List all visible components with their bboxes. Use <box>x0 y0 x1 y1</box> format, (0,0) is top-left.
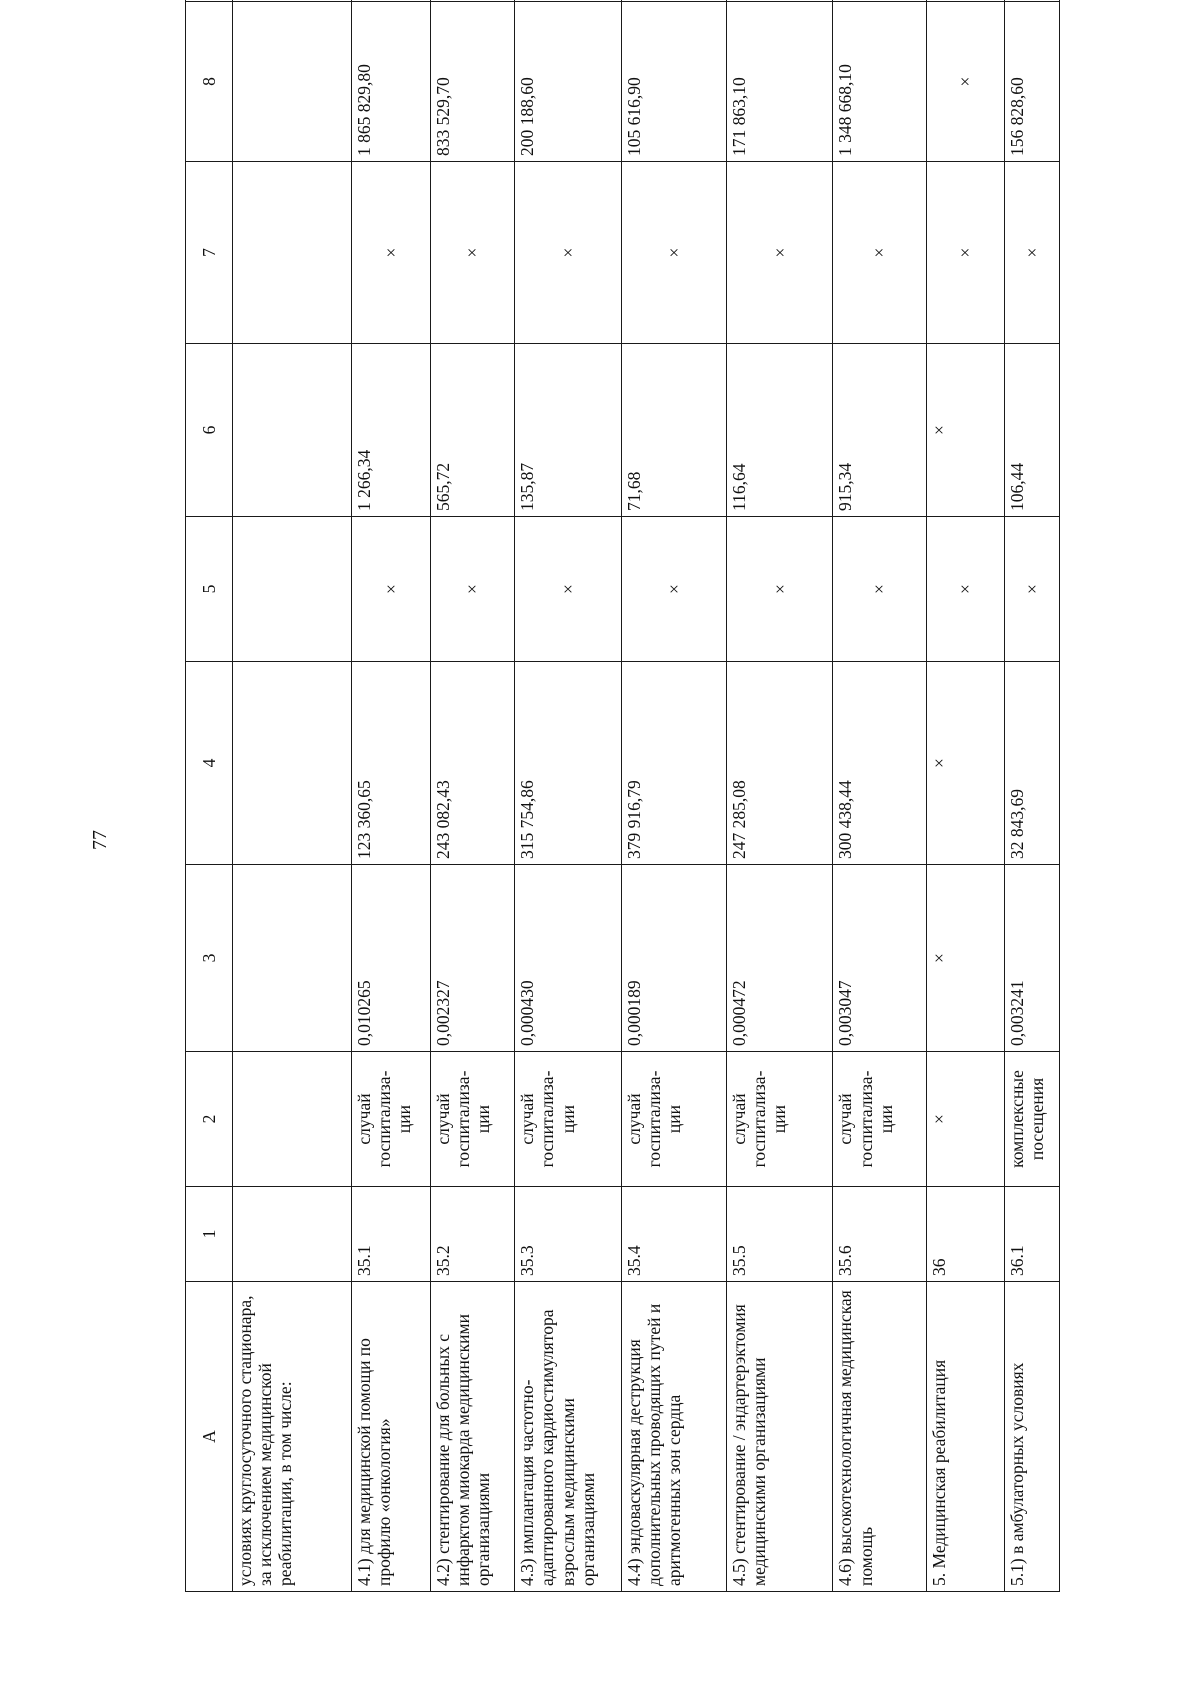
cell-col7 <box>233 162 352 344</box>
cell-col4 <box>233 662 352 865</box>
cell-col3: 0,003047 <box>833 865 926 1052</box>
cell-col4: 247 285,08 <box>726 662 832 865</box>
cell-col4: 379 916,79 <box>621 662 726 865</box>
cell-col5: × <box>1005 517 1060 662</box>
header-cell: 3 <box>186 865 233 1052</box>
table-row <box>515 0 621 1592</box>
cell-col3: 0,000472 <box>726 865 832 1052</box>
cell-col4: × <box>926 662 1005 865</box>
header-cell <box>186 0 233 2</box>
cell-col6: 106,44 <box>1005 344 1060 517</box>
row-unit: случай госпитализа-ции <box>515 1052 621 1187</box>
cell-col3: 0,002327 <box>430 865 515 1052</box>
cell-col5: × <box>926 517 1005 662</box>
cell-col7: × <box>351 162 430 344</box>
row-unit: комплексные посещения <box>1005 1052 1060 1187</box>
cell-col7: × <box>926 162 1005 344</box>
cell-col5: × <box>726 517 832 662</box>
cell-col4: 300 438,44 <box>833 662 926 865</box>
cell-col6: 915,34 <box>833 344 926 517</box>
row-number: 35.3 <box>515 1187 621 1282</box>
table-container <box>185 62 1060 1592</box>
row-number: 36 <box>926 1187 1005 1282</box>
row-name: 5. Медицинская реабилитация <box>926 1282 1005 1592</box>
row-number: 35.4 <box>621 1187 726 1282</box>
row-unit: случай госпитализа-ции <box>726 1052 832 1187</box>
header-cell: 7 <box>186 162 233 344</box>
page-number: 77 <box>89 830 111 850</box>
cell-col4: 243 082,43 <box>430 662 515 865</box>
table-row <box>233 0 352 1592</box>
header-cell: A <box>186 1282 233 1592</box>
row-name: 4.3) имплантация частотно-адаптированного кардиостимулятора взрослым медицинскими организациями <box>515 1282 621 1592</box>
cell-col8: 156 828,60 <box>1005 2 1060 162</box>
cell-col5: × <box>833 517 926 662</box>
table-row <box>351 0 430 1592</box>
header-cell: 4 <box>186 662 233 865</box>
row-unit: случай госпитализа-ции <box>351 1052 430 1187</box>
cell-col5: × <box>430 517 515 662</box>
table-row <box>1005 0 1060 1592</box>
cell-col8: 1 865 829,80 <box>351 2 430 162</box>
row-name: 4.6) высокотехнологичная медицинская помощь <box>833 1282 926 1592</box>
row-unit <box>233 1052 352 1187</box>
row-number <box>233 1187 352 1282</box>
cell-col6: 116,64 <box>726 344 832 517</box>
cell-col7: × <box>1005 162 1060 344</box>
cell-col8: 200 188,60 <box>515 2 621 162</box>
header-cell: 6 <box>186 344 233 517</box>
cell-col8: × <box>926 2 1005 162</box>
header-cell: 2 <box>186 1052 233 1187</box>
data-table <box>185 0 1060 1592</box>
header-cell: 5 <box>186 517 233 662</box>
cell-col7: × <box>621 162 726 344</box>
cell-col9 <box>233 0 352 2</box>
cell-col9 <box>833 0 926 2</box>
cell-col7: × <box>833 162 926 344</box>
table-row <box>726 0 832 1592</box>
table-row <box>926 0 1005 1592</box>
cell-col3: 0,000189 <box>621 865 726 1052</box>
cell-col8: 105 616,90 <box>621 2 726 162</box>
row-number: 35.2 <box>430 1187 515 1282</box>
cell-col8 <box>233 2 352 162</box>
header-row <box>186 0 233 1592</box>
row-unit: случай госпитализа-ции <box>833 1052 926 1187</box>
header-cell: 1 <box>186 1187 233 1282</box>
cell-col6: 565,72 <box>430 344 515 517</box>
cell-col5 <box>233 517 352 662</box>
cell-col9 <box>351 0 430 2</box>
cell-col6 <box>233 344 352 517</box>
cell-col5: × <box>351 517 430 662</box>
row-unit: случай госпитализа-ции <box>621 1052 726 1187</box>
cell-col8: 1 348 668,10 <box>833 2 926 162</box>
cell-col6: 71,68 <box>621 344 726 517</box>
row-unit: случай госпитализа-ции <box>430 1052 515 1187</box>
header-cell: 8 <box>186 2 233 162</box>
row-number: 35.6 <box>833 1187 926 1282</box>
cell-col6: 1 266,34 <box>351 344 430 517</box>
row-name: 5.1) в амбулаторных условиях <box>1005 1282 1060 1592</box>
cell-col7: × <box>430 162 515 344</box>
row-name: 4.1) для медицинской помощи по профилю «онкология» <box>351 1282 430 1592</box>
row-name: 4.4) эндоваскулярная деструкция дополнительных проводящих путей и аритмогенных зон сердца <box>621 1282 726 1592</box>
cell-col4: 123 360,65 <box>351 662 430 865</box>
cell-col3: × <box>926 865 1005 1052</box>
row-unit: × <box>926 1052 1005 1187</box>
row-name: 4.2) стентирование для больных с инфарктом миокарда медицинскими организациями <box>430 1282 515 1592</box>
cell-col6: 135,87 <box>515 344 621 517</box>
cell-col8: 833 529,70 <box>430 2 515 162</box>
cell-col6: × <box>926 344 1005 517</box>
cell-col3: 0,010265 <box>351 865 430 1052</box>
cell-col3: 0,003241 <box>1005 865 1060 1052</box>
cell-col7: × <box>726 162 832 344</box>
table-row <box>833 0 926 1592</box>
cell-col4: 32 843,69 <box>1005 662 1060 865</box>
row-number: 35.5 <box>726 1187 832 1282</box>
cell-col9 <box>1005 0 1060 2</box>
row-number: 35.1 <box>351 1187 430 1282</box>
cell-col3: 0,000430 <box>515 865 621 1052</box>
row-name: 4.5) стентирование / эндартерэктомия медицинскими организациями <box>726 1282 832 1592</box>
row-number: 36.1 <box>1005 1187 1060 1282</box>
cell-col5: × <box>621 517 726 662</box>
cell-col5: × <box>515 517 621 662</box>
cell-col9 <box>621 0 726 2</box>
cell-col9 <box>430 0 515 2</box>
cell-col4: 315 754,86 <box>515 662 621 865</box>
row-name: условиях круглосуточного стационара, за исключением медицинской реабилитации, в том числе: <box>233 1282 352 1592</box>
cell-col3 <box>233 865 352 1052</box>
table-row <box>621 0 726 1592</box>
cell-col7: × <box>515 162 621 344</box>
table-row <box>430 0 515 1592</box>
cell-col8: 171 863,10 <box>726 2 832 162</box>
cell-col9 <box>926 0 1005 2</box>
cell-col9 <box>515 0 621 2</box>
cell-col9 <box>726 0 832 2</box>
